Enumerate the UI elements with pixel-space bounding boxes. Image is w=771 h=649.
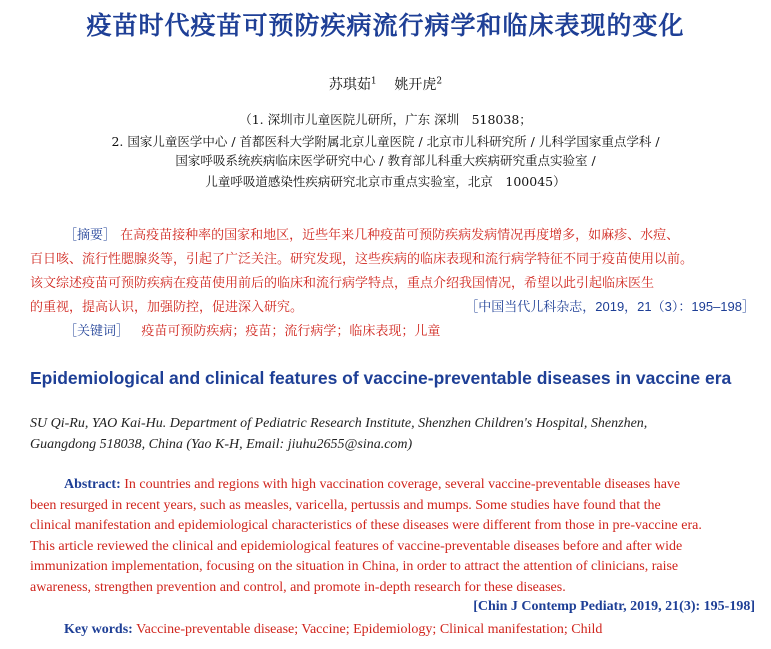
abstract-cn-citation: ［中国当代儿科杂志，2019，21（3）：195–198］ [465, 299, 755, 314]
author-2-name: 姚开虎 [394, 77, 437, 93]
abstract-cn-line-1 [64, 224, 771, 243]
abstract-cn-line-4 [30, 296, 755, 315]
chinese-title: 疫苗时代疫苗可预防疾病流行病学和临床表现的变化 [86, 11, 685, 40]
abstract-en-line-2: been resurged in recent years, such as measles, varicella, pertussis and mumps. Some studies have found that the [30, 498, 661, 513]
keywords-en-label: Key words: [64, 622, 133, 637]
abstract-cn-text-4: 的重视，提高认识，加强防控，促进深入研究。 [30, 300, 304, 315]
abstract-en-citation: [Chin J Contemp Pediatr, 2019, 21(3): 195-198] [473, 599, 755, 614]
keywords-cn-text: 疫苗可预防疾病；疫苗；流行病学；临床表现；儿童 [141, 324, 441, 339]
affiliation-line-1: （1. 深圳市儿童医院儿研所，广东 深圳 518038； [239, 112, 532, 127]
abstract-en-text-1: In countries and regions with high vaccination coverage, several vaccine-preventable diseases have [124, 477, 681, 492]
author-1-affiliation-mark: 1 [370, 76, 377, 87]
affiliation-line-4: 儿童呼吸道感染性疾病研究北京市重点实验室，北京 100045） [205, 174, 566, 189]
abstract-cn-label: ［摘要］ [64, 228, 117, 243]
english-authors-line-1: SU Qi-Ru, YAO Kai-Hu. Department of Pediatric Research Institute, Shenzhen Children's Hospital, Shenzhen, [30, 416, 648, 431]
affiliation-line-3: 国家呼吸系统疾病临床医学研究中心 / 教育部儿科重大疾病研究重点实验室 / [175, 153, 596, 168]
english-title: Epidemiological and clinical features of vaccine-preventable diseases in vaccine era [30, 368, 732, 388]
abstract-en-line-6: awareness, strengthen prevention and control, and promote in-depth research for these diseases. [30, 580, 566, 595]
abstract-en-line-5: immunization implementation, focusing on the situation in China, in order to attract the attention of clinicians, raise [30, 559, 679, 574]
author-1-name: 苏琪茹 [328, 77, 371, 93]
abstract-en-line-3: clinical manifestation and epidemiological characteristics of these diseases were different from those in pre-vaccine era. [30, 518, 702, 533]
abstract-en-line-1 [64, 477, 771, 493]
chinese-authors [0, 74, 771, 94]
keywords-cn [64, 320, 771, 339]
author-2-affiliation-mark: 2 [436, 76, 443, 87]
english-authors-line-2: Guangdong 518038, China (Yao K-H, Email: jiuhu2655@sina.com) [30, 437, 413, 452]
keywords-en [64, 622, 771, 638]
abstract-cn-line-3: 该文综述疫苗可预防疾病在疫苗使用前后的临床和流行病学特点，重点介绍我国情况，希望以此引起临床医生 [30, 276, 655, 291]
abstract-en-line-4: This article reviewed the clinical and epidemiological features of vaccine-preventable diseases before and after wide [30, 539, 683, 554]
keywords-en-text: Vaccine-preventable disease; Vaccine; Epidemiology; Clinical manifestation; Child [136, 622, 603, 637]
keywords-cn-label: ［关键词］ [64, 324, 130, 339]
abstract-cn-line-2: 百日咳、流行性腮腺炎等，引起了广泛关注。研究发现，这些疾病的临床表现和流行病学特征不同于疫苗使用以前。 [30, 252, 694, 267]
abstract-cn-text-1: 在高疫苗接种率的国家和地区，近些年来几种疫苗可预防疾病发病情况再度增多，如麻疹、水痘、 [120, 228, 680, 243]
affiliation-line-2: 2. 国家儿童医学中心 / 首都医科大学附属北京儿童医院 / 北京市儿科研究所 / 儿科学国家重点学科 / [111, 134, 660, 149]
abstract-en-label: Abstract: [64, 477, 121, 492]
